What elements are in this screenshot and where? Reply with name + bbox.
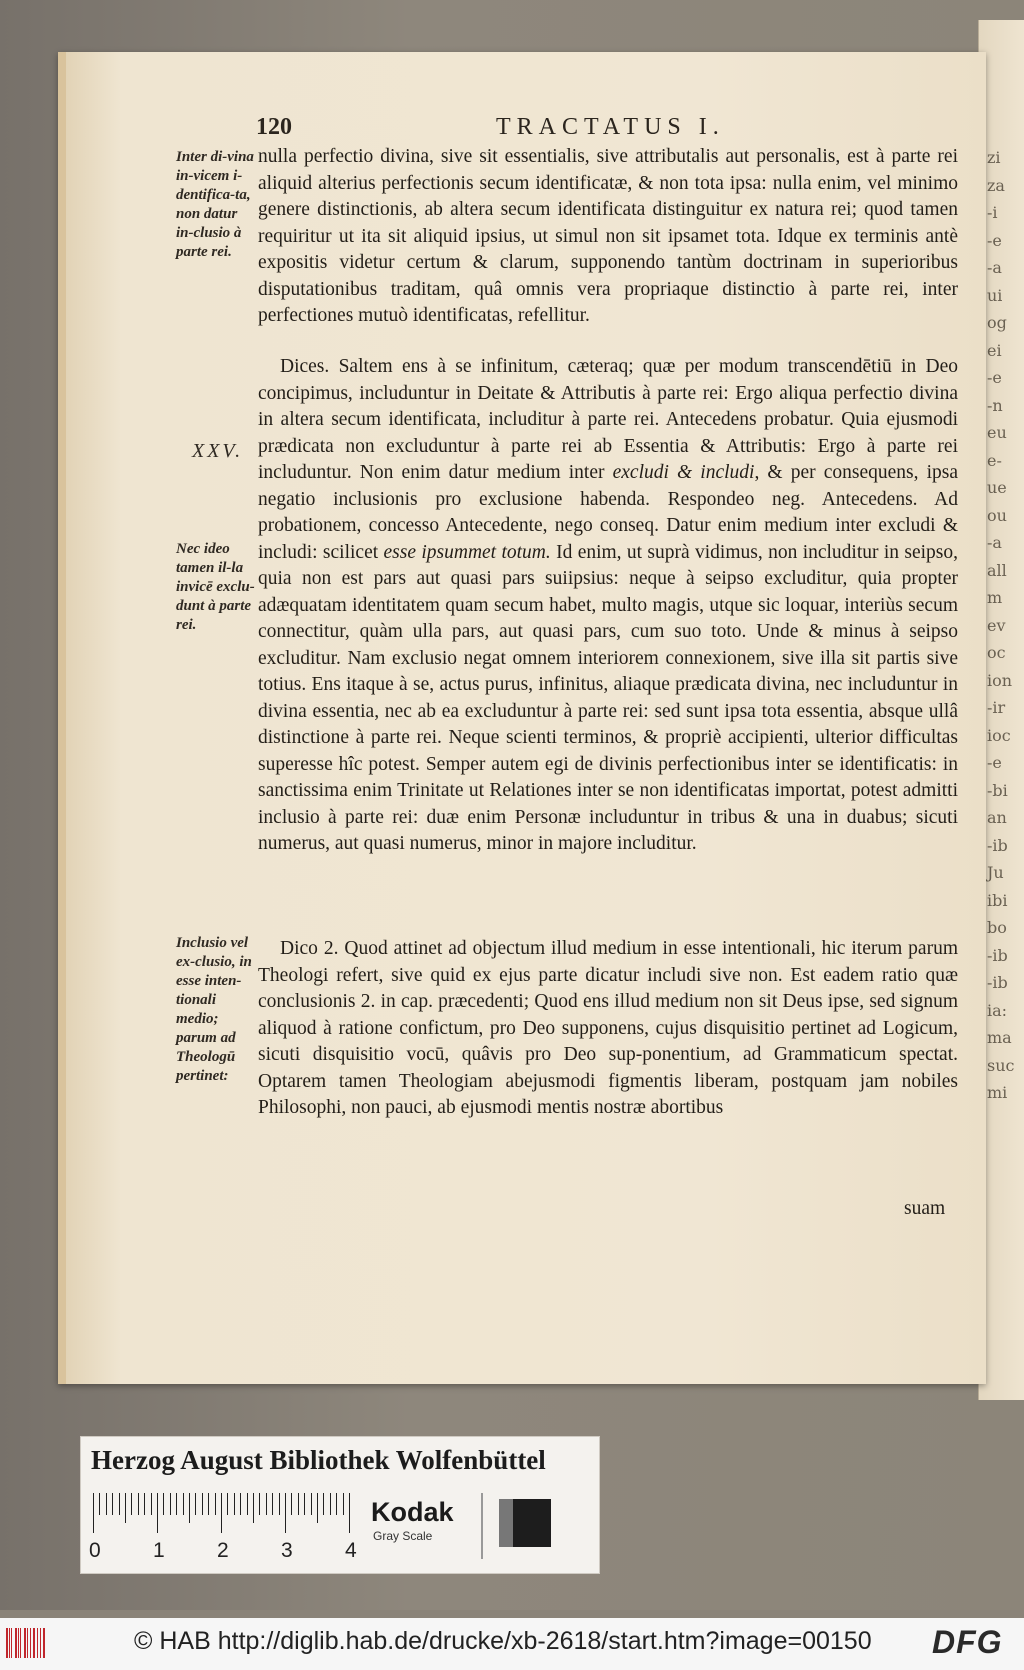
next-page-fragment: -ib <box>987 973 1008 992</box>
ruler-tick <box>247 1493 248 1515</box>
ruler-tick <box>163 1493 164 1515</box>
next-page-fragment: ia: <box>987 1000 1008 1020</box>
body-paragraph-1 <box>258 144 958 330</box>
ruler-labels <box>89 1539 359 1563</box>
ruler-tick <box>330 1493 331 1515</box>
next-page-fragment: ui <box>987 285 1003 305</box>
ruler-tick <box>112 1493 113 1515</box>
ruler-tick <box>183 1493 184 1515</box>
next-page-fragment: all <box>987 560 1007 580</box>
library-name: Herzog August Bibliothek Wolfenbüttel <box>91 1445 546 1475</box>
next-page-fragment: ou <box>987 505 1007 525</box>
ruler-tick <box>349 1493 350 1533</box>
ruler-tick <box>323 1493 324 1515</box>
ruler-label: 2 <box>217 1539 229 1562</box>
running-title: TRACTATUS I. <box>496 114 725 140</box>
ruler-tick <box>99 1493 100 1515</box>
marginal-note-2: Nec ideo tamen il-la invicē exclu-dunt à parte rei. <box>176 541 255 633</box>
ruler-tick <box>189 1493 190 1523</box>
ruler-tick <box>138 1493 139 1515</box>
next-page-fragment: ioc <box>987 725 1011 745</box>
paragraph-text <box>258 354 958 858</box>
barcode-stripe <box>20 1628 21 1658</box>
barcode-stripe <box>33 1628 35 1658</box>
next-page-fragment: -ir <box>987 698 1006 717</box>
next-page-fragment: -i <box>987 203 998 222</box>
barcode-stripe <box>18 1628 19 1658</box>
ruler-label: 0 <box>89 1539 101 1562</box>
next-page-fragment: eu <box>987 423 1007 442</box>
hab-barcode-icon <box>6 1628 46 1658</box>
next-page-fragment: -n <box>987 395 1003 415</box>
ruler-tick <box>336 1493 337 1515</box>
page-number: 120 <box>256 114 292 140</box>
next-page-fragment: ibi <box>987 890 1008 910</box>
ruler-label: 4 <box>345 1539 357 1562</box>
barcode-stripe <box>6 1628 8 1658</box>
barcode-stripe <box>43 1628 45 1658</box>
barcode-stripe <box>27 1628 28 1658</box>
page-header <box>256 114 956 144</box>
ruler-tick <box>125 1493 126 1523</box>
next-page-fragment: mi <box>987 1083 1008 1102</box>
text-run: , & per consequens, ipsa negatio inclusionis pro exclusione habenda. Respondeo neg. Antecedens. Ad probationem, concesso Antecedente, nego conseq. Datur enim medium inter excludi & includi: scilicet <box>258 462 958 563</box>
ruler-tick <box>93 1493 94 1533</box>
next-page-fragment: -bi <box>987 780 1008 800</box>
ruler-tick <box>311 1493 312 1515</box>
black-patch <box>513 1499 551 1547</box>
ruler-tick <box>221 1493 222 1533</box>
next-page-fragment: -e <box>987 753 1002 772</box>
book-page <box>58 52 986 1384</box>
barcode-stripe <box>15 1628 17 1658</box>
ruler-tick <box>285 1493 286 1533</box>
next-page-fragment: an <box>987 808 1007 827</box>
ruler-tick <box>259 1493 260 1515</box>
next-page-fragment: ma <box>987 1028 1012 1047</box>
next-page-fragment: ion <box>987 670 1013 690</box>
ruler-tick <box>170 1493 171 1515</box>
ruler-tick <box>253 1493 254 1523</box>
section-number: XXV. <box>192 440 244 462</box>
body-paragraph-3 <box>258 936 958 1122</box>
kodak-logo: Kodak <box>371 1497 454 1527</box>
gray-scale-label: Gray Scale <box>373 1529 433 1543</box>
next-page-fragment: suc <box>987 1055 1015 1075</box>
ruler-tick <box>176 1493 177 1515</box>
barcode-stripe <box>37 1628 38 1658</box>
next-page-fragment: oc <box>987 643 1006 662</box>
ruler-tick <box>215 1493 216 1515</box>
emphasis-text: esse ipsummet totum. <box>383 541 551 563</box>
paragraph-text: nulla perfectio divina, sive sit essentialis, sive attributalis aut personalis, est à parte rei aliquid alterius perfectionis secum identificatæ, & non tota ipsa: nulla enim, vel minimo genere distinctionis, ab altera secum identificata distinguitur ex natura rei; quod tamen requiritur ut ita sit aliquid ipsius, ut simul non sit ipsamet tota. Idque ex terminis antè expositis videtur certum & clarum, supponendo tantùm doctrinam in superioribus disputationibus traditam, quâ omnis vera propriaque distinctio à parte rei, inter perfectiones mutuò identificatas, refellitur. <box>258 146 958 326</box>
ruler-tick <box>202 1493 203 1515</box>
footer-bar <box>0 1618 1024 1670</box>
next-page-fragment: ue <box>987 478 1007 497</box>
barcode-stripe <box>40 1628 41 1658</box>
divider <box>481 1493 483 1559</box>
next-page-fragment: -e <box>987 368 1002 387</box>
ruler-tick <box>317 1493 318 1523</box>
ruler-tick <box>227 1493 228 1515</box>
paragraph-text: Dico 2. Quod attinet ad objectum illud medium in esse intentionali, hic iterum parum Theologi refert, sive quid ex ejus parte dicatur includi sive non. Est eadem ratio quæ conclusionis 2. in cap. præcedenti; Quod ens illud medium non sit Deus ipse, sed signum aliquod à ratione confictum, pro Deo supponens, cujus disquisitio pertinet ad Logicum, sicuti disquisitio vocū, quâvis pro Deo sup-ponentium, ad Grammaticum spectat. Optarem tamen Theologiam abejusmodi figmentis liberam, postquam jam nobiles Philosophi, non pauci, ab ejusmodi mentis nostræ abortibus <box>258 938 958 1118</box>
ruler-tick <box>343 1493 344 1515</box>
ruler-ticks <box>93 1493 349 1537</box>
ruler-tick <box>291 1493 292 1515</box>
source-link[interactable]: © HAB http://diglib.hab.de/drucke/xb-2618/start.htm?image=00150 <box>134 1627 872 1655</box>
next-page-fragment: -a <box>987 533 1002 552</box>
next-page-fragment: og <box>987 313 1007 332</box>
next-page-fragment: m <box>987 588 1003 607</box>
catchword: suam <box>904 1198 946 1219</box>
emphasis-text: excludi & includi <box>612 462 755 483</box>
ruler-tick <box>272 1493 273 1515</box>
next-page-fragment: ev <box>987 615 1006 635</box>
text-run: Dices. Saltem ens à se infinitum, cæteraq; quæ per modum transcendētiū in Deo concipimus, includuntur in Deitate & Attributis à parte rei: Ergo aliqua perfectio divina in altera secum identificata, includitur à parte rei. Antecedens probatur. Quia ejusmodi prædicata non excluduntur à parte rei ab Essentia & Attributis: Ergo à parte rei includuntur. Non enim datur medium inter <box>258 356 958 483</box>
ruler-tick <box>304 1493 305 1515</box>
ruler-tick <box>144 1493 145 1515</box>
marginal-note-1: Inter di-vina in-vicem i-dentifica-ta, non datur in-clusio à parte rei. <box>176 149 254 260</box>
next-page-fragment: -ib <box>987 835 1008 855</box>
ruler-tick <box>131 1493 132 1515</box>
next-page-fragment: -e <box>987 230 1002 250</box>
text-run: Id enim, ut suprà vidimus, non includitur in seipso, quia non est pars aut quasi pars suiipsius: neque à seipso excluditur, quia propter adæquatam identitatem quam secum habet, multo magis, utque sic loquar, interiùs secum connectitur, quàm ulla pars, aut quasi pars, cum suo toto. Unde & minus à seipso excluditur. Nam exclusio negat omnem interiorem connexionem, sive illa sit partis sive totius. Ens itaque à se, actus purus, infinitus, aliaque prædicata divina, nec includuntur in divina essentia, nec ab ea excluduntur à parte rei: sed sunt ipsa tota essentia, absque ullâ distinctione à parte rei. Neque scienti terminos, & propriè accipienti, ulterior difficultas superesse hîc potest. Semper autem egi de divinis perfectionibus inter se identificatis: in sanctissima enim Trinitate ut Relationes inter se non identificatas importat, potest admitti inclusio à parte rei: duæ enim Personæ includuntur in tribus & una in duabus; sicuti numerus, aut quasi numerus, minor in majore includitur. <box>258 541 959 854</box>
next-page-fragment: -a <box>987 258 1002 277</box>
barcode-stripe <box>9 1628 10 1658</box>
gray-patch <box>499 1499 513 1547</box>
next-page-fragment: bo <box>987 918 1007 937</box>
barcode-stripe <box>24 1628 26 1658</box>
next-page-fragment: ei <box>987 340 1002 360</box>
next-page-fragment: za <box>987 175 1005 195</box>
ruler-tick <box>240 1493 241 1515</box>
ruler-tick <box>195 1493 196 1515</box>
body-paragraph-2 <box>258 354 958 858</box>
dfg-logo: DFG <box>932 1624 1003 1660</box>
ruler-tick <box>151 1493 152 1515</box>
ruler-label: 1 <box>153 1539 165 1562</box>
marginal-note-3: Inclusio vel ex-clusio, in esse inten-tionali medio; parum ad Theologū pertinet: <box>176 935 252 1084</box>
ruler-label: 3 <box>281 1539 293 1562</box>
scale-card <box>80 1436 600 1574</box>
ruler-tick <box>208 1493 209 1515</box>
next-page-fragment: -ib <box>987 945 1008 965</box>
ruler-tick <box>279 1493 280 1515</box>
ruler-tick <box>157 1493 158 1533</box>
ruler-tick <box>234 1493 235 1515</box>
ruler-tick <box>119 1493 120 1515</box>
ruler-tick <box>266 1493 267 1515</box>
next-page-fragment: zi <box>987 148 1001 167</box>
barcode-stripe <box>11 1628 12 1658</box>
ruler-tick <box>298 1493 299 1515</box>
barcode-stripe <box>30 1628 31 1658</box>
ruler-tick <box>106 1493 107 1515</box>
next-page-fragment: Ju <box>987 863 1004 882</box>
next-page-fragment: e- <box>987 450 1002 470</box>
